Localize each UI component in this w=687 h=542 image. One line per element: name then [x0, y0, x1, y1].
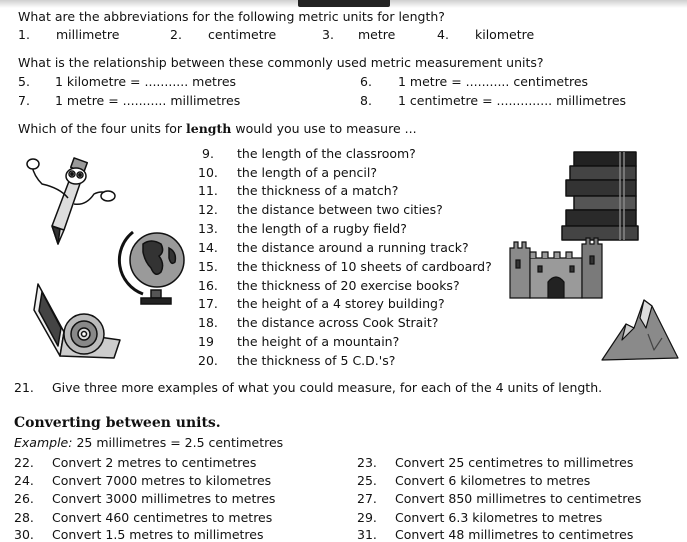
- q15-text: the thickness of 10 sheets of cardboard?: [237, 259, 492, 274]
- q28-text: Convert 460 centimetres to metres: [52, 510, 273, 525]
- q1-number: 1.: [18, 27, 30, 42]
- example-label: Example:: [14, 435, 73, 450]
- q12-number: 12.: [198, 202, 218, 217]
- relationship-question: What is the relationship between these commonly used metric measurement units?: [18, 55, 544, 70]
- q15-number: 15.: [198, 259, 218, 274]
- q19-number: 19: [198, 334, 214, 349]
- castle-icon: [508, 234, 604, 300]
- converting-heading: Converting between units.: [14, 415, 221, 431]
- q2-number: 2.: [170, 27, 182, 42]
- q8-number: 8.: [360, 93, 372, 108]
- q21-text: Give three more examples of what you could measure, for each of the 4 units of length.: [52, 380, 603, 395]
- q5-text: 1 kilometre = ........... metres: [55, 74, 237, 89]
- globe-icon: [121, 218, 189, 310]
- q2-text: centimetre: [208, 27, 277, 42]
- q9-number: 9.: [202, 146, 214, 161]
- q26-number: 26.: [14, 491, 34, 506]
- q30-number: 30.: [14, 527, 34, 542]
- q10-text: the length of a pencil?: [237, 165, 377, 180]
- q18-number: 18.: [198, 315, 218, 330]
- q25-text: Convert 6 kilometres to metres: [395, 473, 591, 488]
- which-unit-question: [18, 121, 417, 136]
- q29-number: 29.: [357, 510, 377, 525]
- q16-text: the thickness of 20 exercise books?: [237, 278, 460, 293]
- q13-number: 13.: [198, 221, 218, 236]
- books-stack-icon: [560, 150, 644, 242]
- q1-text: millimetre: [56, 27, 120, 42]
- q3-text: metre: [358, 27, 396, 42]
- q3-number: 3.: [322, 27, 334, 42]
- q11-number: 11.: [198, 183, 218, 198]
- q26-text: Convert 3000 millimetres to metres: [52, 491, 276, 506]
- q20-number: 20.: [198, 353, 218, 368]
- which-unit-suffix: would you use to measure ...: [235, 121, 417, 136]
- q6-text: 1 metre = ........... centimetres: [398, 74, 589, 89]
- mountain-icon: [600, 294, 680, 362]
- q27-text: Convert 850 millimetres to centimetres: [395, 491, 642, 506]
- viewer-top-bar: [0, 0, 687, 8]
- q21-number: 21.: [14, 380, 34, 395]
- q4-text: kilometre: [475, 27, 535, 42]
- q9-text: the length of the classroom?: [237, 146, 416, 161]
- q28-number: 28.: [14, 510, 34, 525]
- q16-number: 16.: [198, 278, 218, 293]
- q27-number: 27.: [357, 491, 377, 506]
- q17-text: the height of a 4 storey building?: [237, 296, 445, 311]
- q29-text: Convert 6.3 kilometres to metres: [395, 510, 603, 525]
- q24-text: Convert 7000 metres to kilometres: [52, 473, 272, 488]
- q14-number: 14.: [198, 240, 218, 255]
- abbreviations-question: What are the abbreviations for the following metric units for length?: [18, 9, 445, 24]
- q24-number: 24.: [14, 473, 34, 488]
- laptop-cd-icon: [30, 280, 124, 360]
- q31-number: 31.: [357, 527, 377, 542]
- q22-text: Convert 2 metres to centimetres: [52, 455, 257, 470]
- which-unit-prefix: Which of the four units for: [18, 121, 183, 136]
- q8-text: 1 centimetre = .............. millimetres: [398, 93, 627, 108]
- q14-text: the distance around a running track?: [237, 240, 469, 255]
- q5-number: 5.: [18, 74, 30, 89]
- which-unit-bold: length: [186, 121, 232, 136]
- q20-text: the thickness of 5 C.D.'s?: [237, 353, 396, 368]
- q23-text: Convert 25 centimetres to millimetres: [395, 455, 634, 470]
- q4-number: 4.: [437, 27, 449, 42]
- viewer-tab[interactable]: [298, 0, 390, 7]
- q23-number: 23.: [357, 455, 377, 470]
- example-text: 25 millimetres = 2.5 centimetres: [76, 435, 284, 450]
- q17-number: 17.: [198, 296, 218, 311]
- q30-text: Convert 1.5 metres to millimetres: [52, 527, 264, 542]
- q7-number: 7.: [18, 93, 30, 108]
- q18-text: the distance across Cook Strait?: [237, 315, 439, 330]
- q7-text: 1 metre = ........... millimetres: [55, 93, 241, 108]
- q10-number: 10.: [198, 165, 218, 180]
- q31-text: Convert 48 millimetres to centimetres: [395, 527, 634, 542]
- q11-text: the thickness of a match?: [237, 183, 399, 198]
- q22-number: 22.: [14, 455, 34, 470]
- example-line: [14, 435, 283, 450]
- q25-number: 25.: [357, 473, 377, 488]
- q12-text: the distance between two cities?: [237, 202, 443, 217]
- q13-text: the length of a rugby field?: [237, 221, 407, 236]
- q6-number: 6.: [360, 74, 372, 89]
- q19-text: the height of a mountain?: [237, 334, 400, 349]
- pencil-character-icon: [24, 146, 116, 246]
